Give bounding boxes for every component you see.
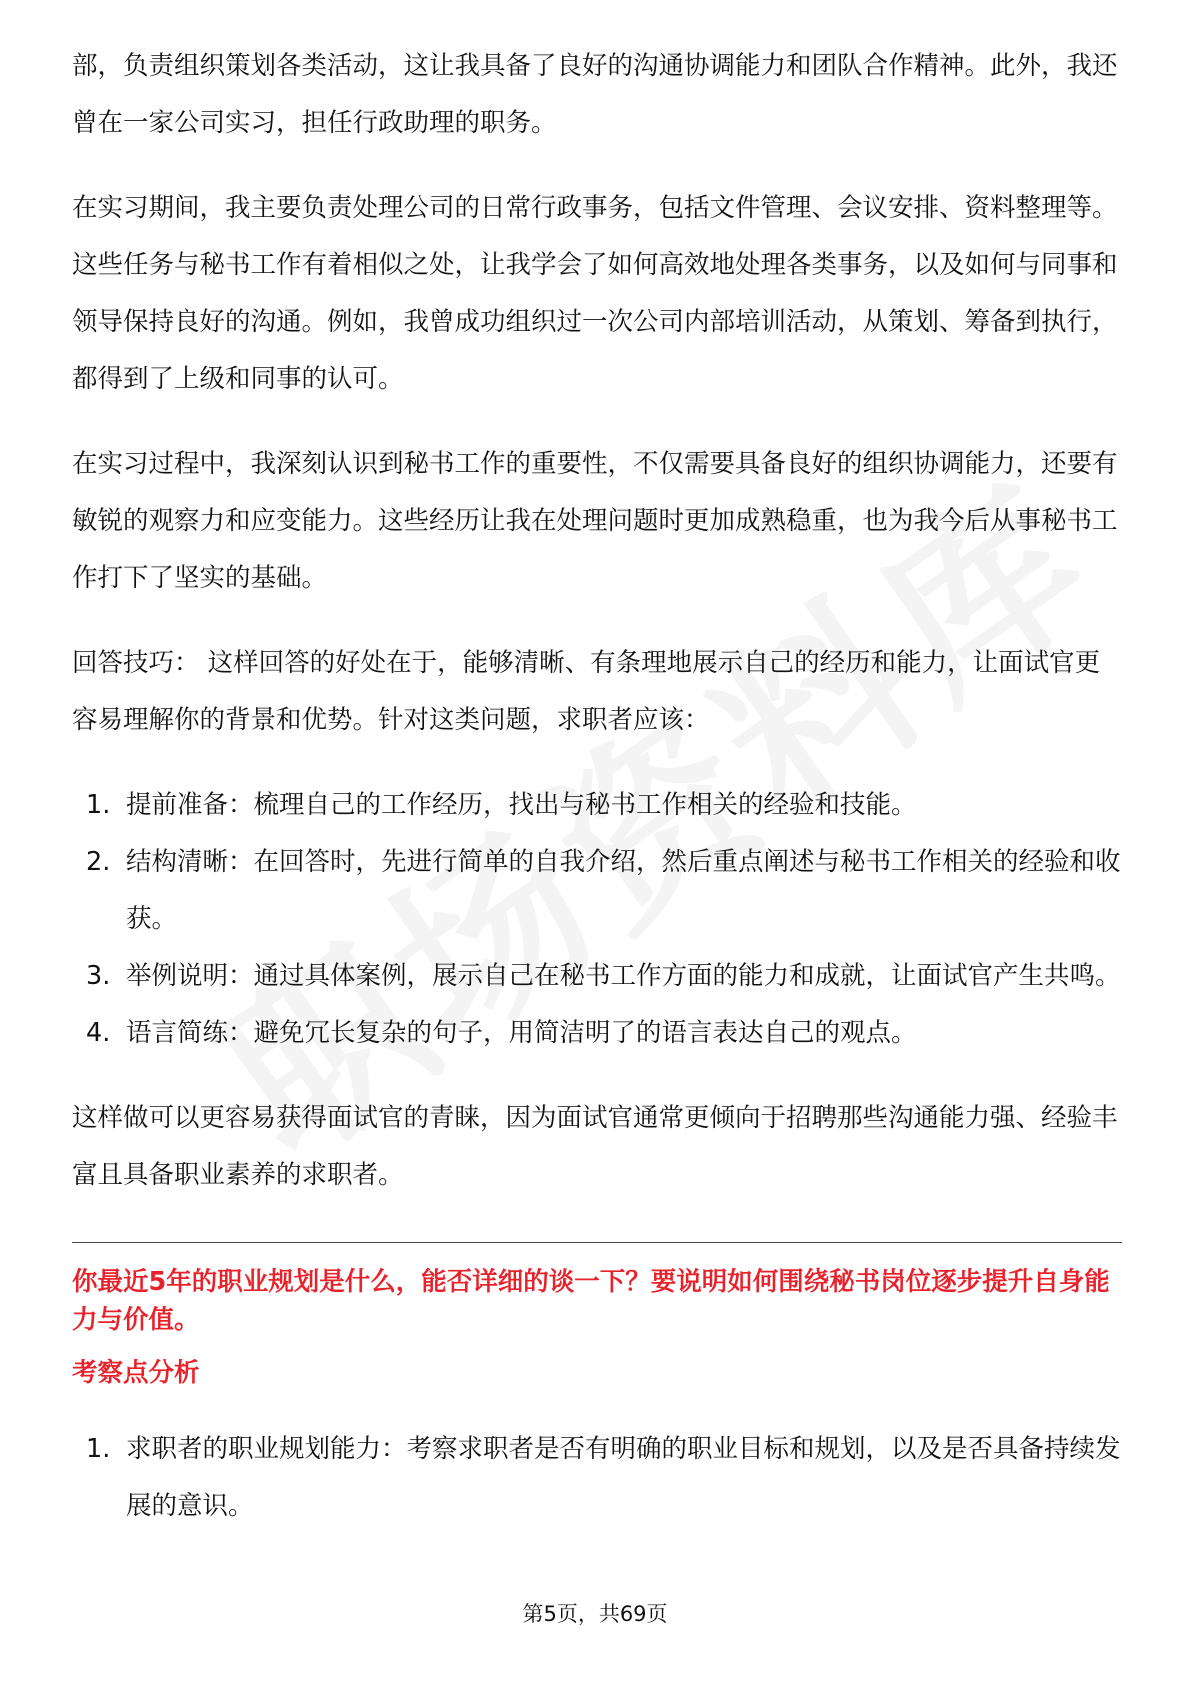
list-item-text: 提前准备：梳理自己的工作经历，找出与秘书工作相关的经验和技能。 [126,790,917,820]
paragraph-internship: 在实习期间，我主要负责处理公司的日常行政事务，包括文件管理、会议安排、资料整理等。这些任务与秘书工作有着相似之处，让我学会了如何高效地处理各类事务，以及如何与同事和领导保持良好的沟通。例如，我曾成功组织过一次公司内部培训活动，从策划、筹备到执行，都得到了上级和同事的认可。 [72,193,1118,394]
list-item [72,1005,1122,1062]
analysis-list [72,1421,1122,1535]
list-number: 1. [86,1434,111,1464]
list-item [72,777,1122,834]
document-body [72,38,1122,1535]
list-item-text: 举例说明：通过具体案例，展示自己在秘书工作方面的能力和成就，让面试官产生共鸣。 [126,961,1121,991]
list-item-text: 求职者的职业规划能力：考察求职者是否有明确的职业目标和规划，以及是否具备持续发展的意识。 [126,1434,1121,1521]
paragraph-answer-tips: 回答技巧： 这样回答的好处在于，能够清晰、有条理地展示自己的经历和能力，让面试官更容易理解你的背景和优势。针对这类问题，求职者应该： [72,648,1101,735]
list-item-text: 结构清晰：在回答时，先进行简单的自我介绍，然后重点阐述与秘书工作相关的经验和收获。 [126,847,1121,934]
paragraph-reflection: 在实习过程中，我深刻认识到秘书工作的重要性，不仅需要具备良好的组织协调能力，还要有敏锐的观察力和应变能力。这些经历让我在处理问题时更加成熟稳重，也为我今后从事秘书工作打下了坚实的基础。 [72,449,1118,593]
list-number: 4. [86,1018,111,1048]
list-number: 1. [86,790,111,820]
section-divider [72,1242,1122,1243]
question-heading: 你最近5年的职业规划是什么，能否详细的谈一下？要说明如何围绕秘书岗位逐步提升自身能力与价值。 [72,1267,1110,1335]
list-item [72,834,1122,948]
list-item [72,948,1122,1005]
list-item-text: 语言简练：避免冗长复杂的句子，用简洁明了的语言表达自己的观点。 [126,1018,917,1048]
tips-list [72,777,1122,1062]
list-item [72,1421,1122,1535]
page-footer: 第5页，共69页 [522,1602,668,1626]
list-number: 3. [86,961,111,991]
list-number: 2. [86,847,111,877]
paragraph-intro: 部，负责组织策划各类活动，这让我具备了良好的沟通协调能力和团队合作精神。此外，我还曾在一家公司实习，担任行政助理的职务。 [72,51,1118,138]
paragraph-closing: 这样做可以更容易获得面试官的青睐，因为面试官通常更倾向于招聘那些沟通能力强、经验丰富且具备职业素养的求职者。 [72,1103,1118,1190]
analysis-heading: 考察点分析 [72,1358,200,1388]
